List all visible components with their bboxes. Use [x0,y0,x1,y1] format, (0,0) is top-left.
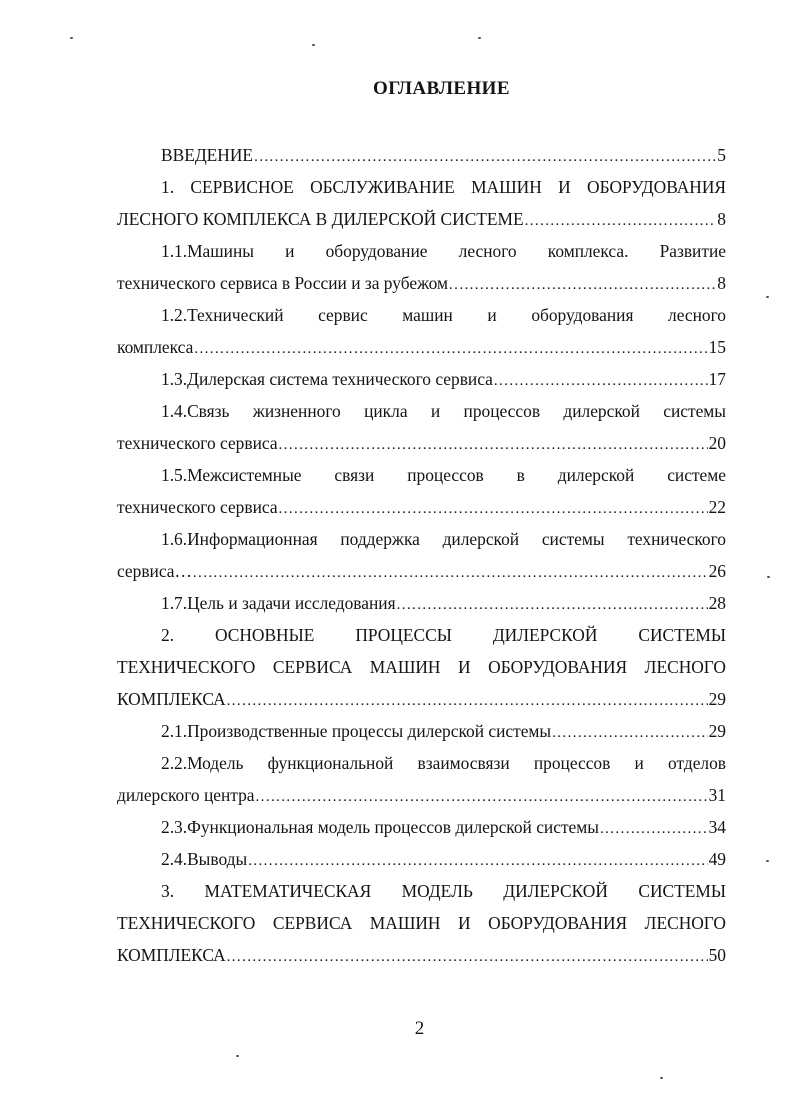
toc-entry-text: 1.7.Цель и задачи исследования [161,593,396,613]
toc-entry-1-7[interactable] [161,588,726,618]
toc-entry-2-3[interactable] [161,812,726,842]
page-number: 2 [414,1018,425,1039]
toc-page-number: 34 [708,817,726,837]
toc-leader-dots [525,206,717,236]
toc-leader-dots [279,430,708,460]
toc-page-number: 29 [708,721,726,741]
scan-speck [766,296,769,298]
toc-entry-1-1-line2[interactable] [117,268,726,298]
toc-entry-text: 1. СЕРВИСНОЕ ОБСЛУЖИВАНИЕ МАШИН И ОБОРУДОВАНИЯ [161,177,726,197]
toc-entry-chapter-2-line1[interactable] [161,620,726,650]
toc-leader-dots [397,590,708,620]
toc-entry-text: 2.2.Модель функциональной взаимосвязи процессов и отделов [161,753,726,773]
toc-entry-chapter-2-line2[interactable] [117,652,726,682]
toc-entry-1-4-line2[interactable] [117,428,726,458]
toc-entry-text: дилерского центра [117,785,255,805]
toc-page-number: 26 [708,561,726,581]
scan-speck [766,860,769,862]
toc-entry-text: 2.1.Производственные процессы дилерской системы [161,721,552,741]
toc-page-number: 49 [708,849,726,869]
scan-speck [767,576,770,578]
page-title: ОГЛАВЛЕНИЕ [373,78,510,99]
toc-entry-1-4-line1[interactable] [161,396,726,426]
toc-entry-text: ЛЕСНОГО КОМПЛЕКСА В ДИЛЕРСКОЙ СИСТЕМЕ [117,209,524,229]
toc-entry-text: 1.2.Технический сервис машин и оборудования лесного [161,305,726,325]
toc-leader-dots [449,270,716,300]
toc-leader-dots [552,718,707,748]
toc-leader-dots [248,846,707,876]
toc-entry-text: 2. ОСНОВНЫЕ ПРОЦЕССЫ ДИЛЕРСКОЙ СИСТЕМЫ [161,625,726,645]
toc-leader-dots [600,814,708,844]
toc-leader-dots [279,494,708,524]
scan-speck [478,37,481,39]
toc-entry-2-2-line1[interactable] [161,748,726,778]
toc-leader-dots [194,334,707,364]
toc-entry-text: 2.4.Выводы [161,849,248,869]
toc-page-number: 22 [708,497,726,517]
toc-page-number: 17 [708,369,726,389]
toc-leader-dots [494,366,708,396]
toc-leader-dots [254,142,716,172]
toc-entry-text: технического сервиса [117,497,278,517]
toc-entry-text: 1.5.Межсистемные связи процессов в дилерской системе [161,465,726,485]
toc-entry-text: технического сервиса [117,433,278,453]
toc-entry-text: КОМПЛЕКСА [117,945,226,965]
toc-entry-1-2-line2[interactable] [117,332,726,362]
toc-entry-1-6-line2[interactable] [117,556,726,586]
toc-entry-2-1[interactable] [161,716,726,746]
toc-entry-text: ТЕХНИЧЕСКОГО СЕРВИСА МАШИН И ОБОРУДОВАНИЯ ЛЕСНОГО [117,657,726,677]
scan-speck [660,1077,663,1079]
toc-entry-text: 1.4.Связь жизненного цикла и процессов дилерской системы [161,401,726,421]
scan-speck [70,37,73,39]
toc-entry-chapter-1-line2[interactable] [117,204,726,234]
toc-entry-text: технического сервиса в России и за рубежом [117,273,449,293]
toc-page-number: 8 [717,209,726,229]
toc-page-number: 15 [708,337,726,357]
toc-entry-text: 3. МАТЕМАТИЧЕСКАЯ МОДЕЛЬ ДИЛЕРСКОЙ СИСТЕМЫ [161,881,726,901]
toc-entry-chapter-3-line3[interactable] [117,940,726,970]
toc-entry-text: комплекса [117,337,194,357]
toc-page-number: 50 [708,945,726,965]
toc-entry-text: КОМПЛЕКСА [117,689,226,709]
toc-leader-dots [256,782,708,812]
toc-leader-dots [193,558,708,588]
toc-entry-chapter-3-line2[interactable] [117,908,726,938]
toc-entry-chapter-1-line1[interactable] [161,172,726,202]
toc-entry-text: 1.3.Дилерская система технического сервиса [161,369,493,389]
toc-page-number: 31 [708,785,726,805]
toc-entry-1-5-line2[interactable] [117,492,726,522]
scan-speck [312,44,315,46]
toc-entry-text: сервиса… [117,561,192,581]
toc-entry-2-2-line2[interactable] [117,780,726,810]
toc-entry-chapter-3-line1[interactable] [161,876,726,906]
toc-page-number: 20 [708,433,726,453]
toc-entry-text: ТЕХНИЧЕСКОГО СЕРВИСА МАШИН И ОБОРУДОВАНИЯ ЛЕСНОГО [117,913,726,933]
toc-entry-text: 1.1.Машины и оборудование лесного комплекса. Развитие [161,241,726,261]
toc-entry-1-6-line1[interactable] [161,524,726,554]
scan-speck [236,1055,239,1057]
toc-entry-introduction[interactable] [161,140,726,170]
toc-entry-1-2-line1[interactable] [161,300,726,330]
toc-entry-1-5-line1[interactable] [161,460,726,490]
toc-page-number: 5 [717,145,726,165]
toc-leader-dots [227,942,708,972]
toc-page-number: 28 [708,593,726,613]
toc-entry-2-4[interactable] [161,844,726,874]
toc-page-number: 29 [708,689,726,709]
toc-entry-text: ВВЕДЕНИЕ [161,145,254,165]
toc-entry-text: 1.6.Информационная поддержка дилерской системы технического [161,529,726,549]
toc-entry-1-3[interactable] [161,364,726,394]
toc-leader-dots [227,686,708,716]
toc-page-number: 8 [717,273,726,293]
toc-entry-chapter-2-line3[interactable] [117,684,726,714]
toc-entry-text: 2.3.Функциональная модель процессов дилерской системы [161,817,599,837]
toc-entry-1-1-line1[interactable] [161,236,726,266]
